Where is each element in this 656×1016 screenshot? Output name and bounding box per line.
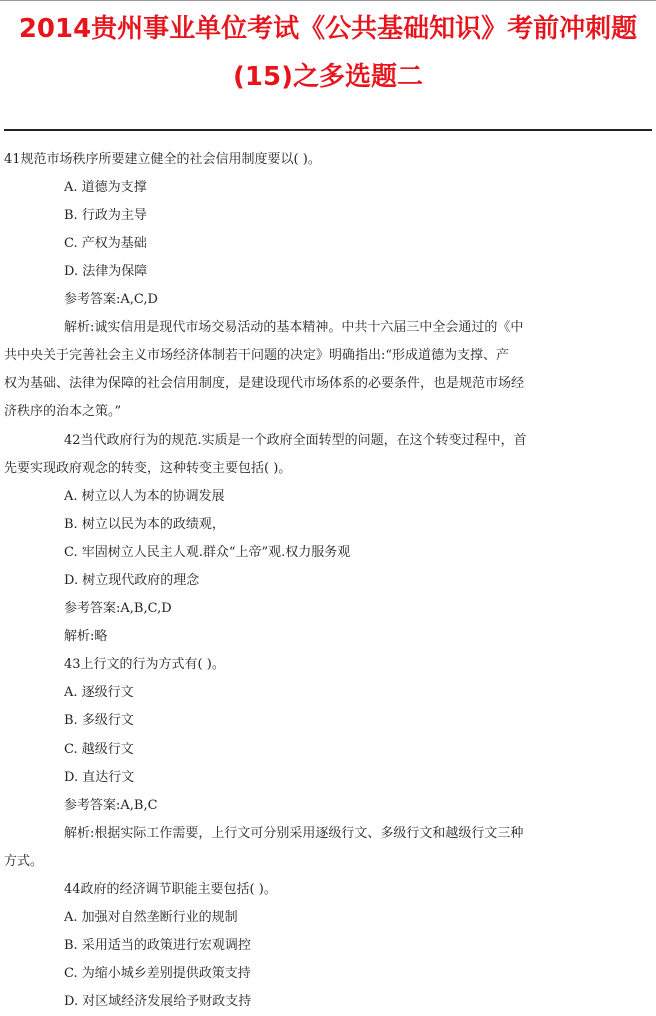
q43-answer: 参考答案:A,B,C bbox=[64, 798, 158, 813]
q41-analysis-line2: 共中央关于完善社会主义市场经济体制若干问题的决定》明确指出:“形成道德为支撑、产 bbox=[4, 348, 510, 363]
q43-option-c: C. 越级行文 bbox=[64, 742, 134, 757]
question-43-stem: 43上行文的行为方式有( )。 bbox=[64, 657, 225, 672]
q43-option-d: D. 直达行文 bbox=[64, 770, 135, 785]
q41-answer: 参考答案:A,C,D bbox=[64, 292, 158, 307]
q42-option-d: D. 树立现代政府的理念 bbox=[64, 573, 200, 588]
q44-option-d: D. 对区域经济发展给予财政支持 bbox=[64, 994, 252, 1009]
q42-answer: 参考答案:A,B,C,D bbox=[64, 601, 172, 616]
q42-option-c: C. 牢固树立人民主人观.群众“上帝”观.权力服务观 bbox=[64, 545, 351, 560]
q44-option-c: C. 为缩小城乡差别提供政策支持 bbox=[64, 966, 251, 981]
q43-analysis-line1: 解析:根据实际工作需要，上行文可分别采用逐级行文、多级行文和越级行文三种 bbox=[64, 826, 524, 841]
q41-analysis-line4: 济秩序的治本之策。” bbox=[4, 404, 122, 419]
q41-option-b: B. 行政为主导 bbox=[64, 208, 147, 223]
page-title-line1: 2014贵州事业单位考试《公共基础知识》考前冲刺题 bbox=[18, 14, 638, 44]
q42-option-a: A. 树立以人为本的协调发展 bbox=[64, 489, 225, 504]
question-41-stem: 41规范市场秩序所要建立健全的社会信用制度要以( )。 bbox=[4, 152, 321, 167]
q41-analysis-line1: 解析:诚实信用是现代市场交易活动的基本精神。中共十六届三中全会通过的《中 bbox=[64, 320, 524, 335]
q42-analysis: 解析:略 bbox=[64, 629, 108, 644]
page-title-line2: (15)之多选题二 bbox=[233, 62, 423, 92]
question-42-stem-line1: 42当代政府行为的规范.实质是一个政府全面转型的问题，在这个转变过程中，首 bbox=[64, 433, 527, 448]
q41-analysis-line3: 权为基础、法律为保障的社会信用制度，是建设现代市场体系的必要条件，也是规范市场经 bbox=[4, 376, 525, 391]
q41-option-c: C. 产权为基础 bbox=[64, 236, 147, 251]
q42-option-b: B. 树立以民为本的政绩观， bbox=[64, 517, 225, 532]
q43-option-a: A. 逐级行文 bbox=[64, 685, 134, 700]
q44-option-b: B. 采用适当的政策进行宏观调控 bbox=[64, 938, 251, 953]
question-42-stem-line2: 先要实现政府观念的转变，这种转变主要包括( )。 bbox=[4, 461, 292, 476]
q41-option-a: A. 道德为支撑 bbox=[64, 180, 147, 195]
question-44-stem: 44政府的经济调节职能主要包括( )。 bbox=[64, 882, 277, 897]
title-divider bbox=[4, 129, 652, 131]
q41-option-d: D. 法律为保障 bbox=[64, 264, 148, 279]
q43-analysis-line2: 方式。 bbox=[4, 854, 44, 869]
top-rule bbox=[0, 0, 656, 1]
q43-option-b: B. 多级行文 bbox=[64, 713, 134, 728]
q44-option-a: A. 加强对自然垄断行业的规制 bbox=[64, 910, 238, 925]
